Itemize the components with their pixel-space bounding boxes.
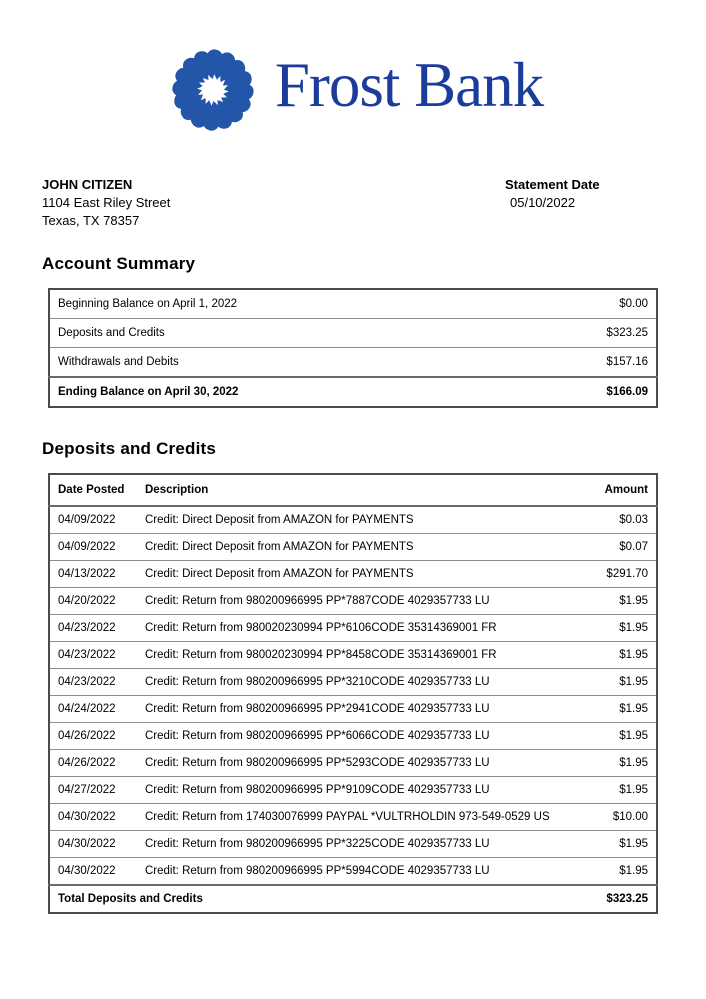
transaction-description: Credit: Return from 980200966995 PP*9109CODE 4029357733 LU [137,777,565,804]
transaction-row [49,615,657,642]
transaction-amount: $1.95 [565,588,657,615]
total-amount: $323.25 [565,885,657,913]
total-row [49,885,657,913]
summary-row-label: Beginning Balance on April 1, 2022 [49,289,518,319]
transaction-row [49,561,657,588]
frost-pinwheel-icon [163,41,263,139]
transaction-row [49,777,657,804]
transaction-amount: $1.95 [565,723,657,750]
transaction-amount: $10.00 [565,804,657,831]
transaction-date: 04/20/2022 [49,588,137,615]
transaction-row [49,750,657,777]
transaction-row [49,723,657,750]
transaction-description: Credit: Direct Deposit from AMAZON for PAYMENTS [137,561,565,588]
statement-header [42,176,664,234]
summary-row-label: Deposits and Credits [49,319,518,348]
transaction-description: Credit: Return from 980020230994 PP*8458CODE 35314369001 FR [137,642,565,669]
transaction-date: 04/24/2022 [49,696,137,723]
summary-row-amount: $323.25 [518,319,657,348]
transaction-amount: $1.95 [565,750,657,777]
column-header-date-posted: Date Posted [49,474,137,506]
bank-name: Frost Bank [274,49,544,120]
transaction-amount: $1.95 [565,777,657,804]
transaction-description: Credit: Return from 980200966995 PP*5293CODE 4029357733 LU [137,750,565,777]
transaction-date: 04/09/2022 [49,506,137,534]
transaction-row [49,588,657,615]
account-summary-table [48,288,658,408]
summary-row [49,348,657,378]
summary-row [49,289,657,319]
column-header-description: Description [137,474,565,506]
transaction-row [49,534,657,561]
summary-row-label: Withdrawals and Debits [49,348,518,378]
table-header-row [49,474,657,506]
transaction-row [49,696,657,723]
transaction-amount: $0.07 [565,534,657,561]
column-header-amount: Amount [565,474,657,506]
summary-row-amount: $166.09 [518,377,657,407]
transaction-description: Credit: Return from 980200966995 PP*3225CODE 4029357733 LU [137,831,565,858]
summary-row-amount: $0.00 [518,289,657,319]
transaction-amount: $1.95 [565,615,657,642]
transaction-description: Credit: Return from 980200966995 PP*7887CODE 4029357733 LU [137,588,565,615]
transaction-amount: $1.95 [565,669,657,696]
transaction-row [49,506,657,534]
summary-row [49,319,657,348]
transaction-description: Credit: Return from 980200966995 PP*2941CODE 4029357733 LU [137,696,565,723]
transaction-description: Credit: Return from 174030076999 PAYPAL *VULTRHOLDIN 973-549-0529 US [137,804,565,831]
transaction-date: 04/30/2022 [58,865,116,877]
deposits-and-credits-title: Deposits and Credits [42,439,217,458]
statement-date-block [505,176,600,212]
transaction-date: 04/26/2022 [49,750,137,777]
transaction-date: 04/09/2022 [49,534,137,561]
transaction-amount: $1.95 [565,831,657,858]
transaction-description: Credit: Direct Deposit from AMAZON for PAYMENTS [137,534,565,561]
transaction-row [49,642,657,669]
customer-address-line-2: Texas, TX 78357 [42,213,140,228]
transaction-row [49,858,657,886]
transaction-date: 04/13/2022 [49,561,137,588]
transaction-row [49,831,657,858]
transaction-amount: $1.95 [565,696,657,723]
customer-name: JOHN CITIZEN [42,177,133,192]
transaction-amount: $1.95 [619,865,648,877]
transaction-amount: $291.70 [565,561,657,588]
transaction-date: 04/23/2022 [49,615,137,642]
statement-date-label: Statement Date [505,177,600,192]
account-summary-title: Account Summary [42,254,196,273]
total-label: Total Deposits and Credits [49,885,565,913]
transaction-description: Credit: Return from 980200966995 PP*5994CODE 4029357733 LU [145,865,490,877]
transaction-date: 04/30/2022 [49,804,137,831]
frost-bank-logo [0,0,706,140]
statement-date-value: 05/10/2022 [510,195,576,210]
transaction-row [49,669,657,696]
transaction-amount: $1.95 [565,642,657,669]
summary-row-amount: $157.16 [518,348,657,378]
transaction-description: Credit: Direct Deposit from AMAZON for PAYMENTS [137,506,565,534]
transaction-date: 04/23/2022 [49,642,137,669]
summary-row [49,377,657,407]
transaction-description: Credit: Return from 980200966995 PP*3210CODE 4029357733 LU [137,669,565,696]
summary-row-label: Ending Balance on April 30, 2022 [49,377,518,407]
transaction-description: Credit: Return from 980020230994 PP*6106CODE 35314369001 FR [137,615,565,642]
transaction-amount: $0.03 [565,506,657,534]
transaction-date: 04/23/2022 [49,669,137,696]
transaction-date: 04/27/2022 [49,777,137,804]
deposits-and-credits-table [48,473,658,914]
transaction-row [49,804,657,831]
transaction-date: 04/26/2022 [49,723,137,750]
transaction-description: Credit: Return from 980200966995 PP*6066CODE 4029357733 LU [137,723,565,750]
customer-address-line-1: 1104 East Riley Street [42,195,171,210]
transaction-date: 04/30/2022 [49,831,137,858]
